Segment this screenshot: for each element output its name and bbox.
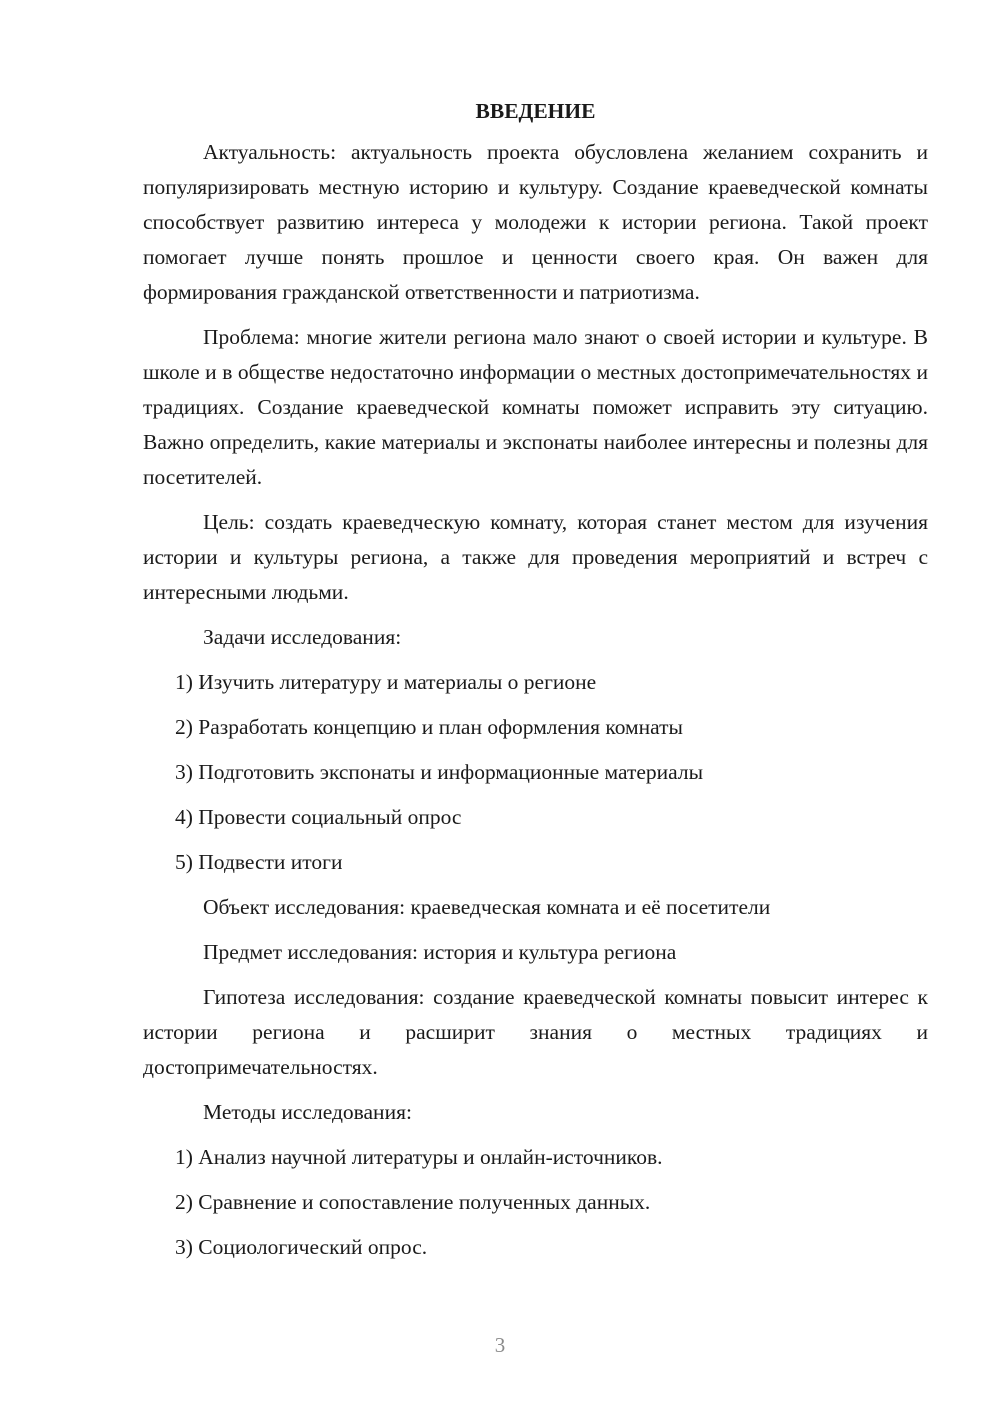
methods-heading: Методы исследования:: [203, 1100, 412, 1124]
object-line: Объект исследования: краеведческая комната и её посетители: [203, 895, 771, 919]
subject-line: Предмет исследования: история и культура региона: [203, 940, 677, 964]
page-number: 3: [494, 1333, 506, 1357]
list-item: 3) Подготовить экспонаты и информационные материалы: [175, 760, 704, 784]
list-item: 4) Провести социальный опрос: [175, 805, 462, 829]
hypothesis-paragraph: Гипотеза исследования: создание краеведческой комнаты повысит интерес к истории региона и расширит знания о местных традициях и достопримечательностях.: [143, 985, 928, 1079]
goal-paragraph: Цель: создать краеведческую комнату, которая станет местом для изучения истории и культуры региона, а также для проведения мероприятий и встреч с интересными людьми.: [143, 510, 928, 604]
list-item: 3) Социологический опрос.: [175, 1235, 428, 1259]
page-content: [143, 94, 928, 1275]
list-item: 2) Сравнение и сопоставление полученных данных.: [175, 1190, 651, 1214]
relevance-paragraph: Актуальность: актуальность проекта обусловлена желанием сохранить и популяризировать местную историю и культуру. Создание краеведческой комнаты способствует развитию интереса у молодежи к истории региона. Такой проект помогает лучше понять прошлое и ценности своего края. Он важен для формирования гражданской ответственности и патриотизма.: [143, 140, 928, 304]
list-item: 5) Подвести итоги: [175, 850, 343, 874]
list-item: 1) Анализ научной литературы и онлайн-источников.: [175, 1145, 663, 1169]
problem-paragraph: Проблема: многие жители региона мало знают о своей истории и культуре. В школе и в обществе недостаточно информации о местных достопримечательностях и традициях. Создание краеведческой комнаты поможет исправить эту ситуацию. Важно определить, какие материалы и экспонаты наиболее интересны и полезны для посетителей.: [143, 325, 928, 489]
list-item: 1) Изучить литературу и материалы о регионе: [175, 670, 597, 694]
methods-list: [143, 1140, 928, 1265]
tasks-list: [143, 665, 928, 880]
tasks-heading: Задачи исследования:: [203, 625, 402, 649]
list-item: 2) Разработать концепцию и план оформления комнаты: [175, 715, 683, 739]
page-title: ВВЕДЕНИЕ: [475, 99, 596, 123]
